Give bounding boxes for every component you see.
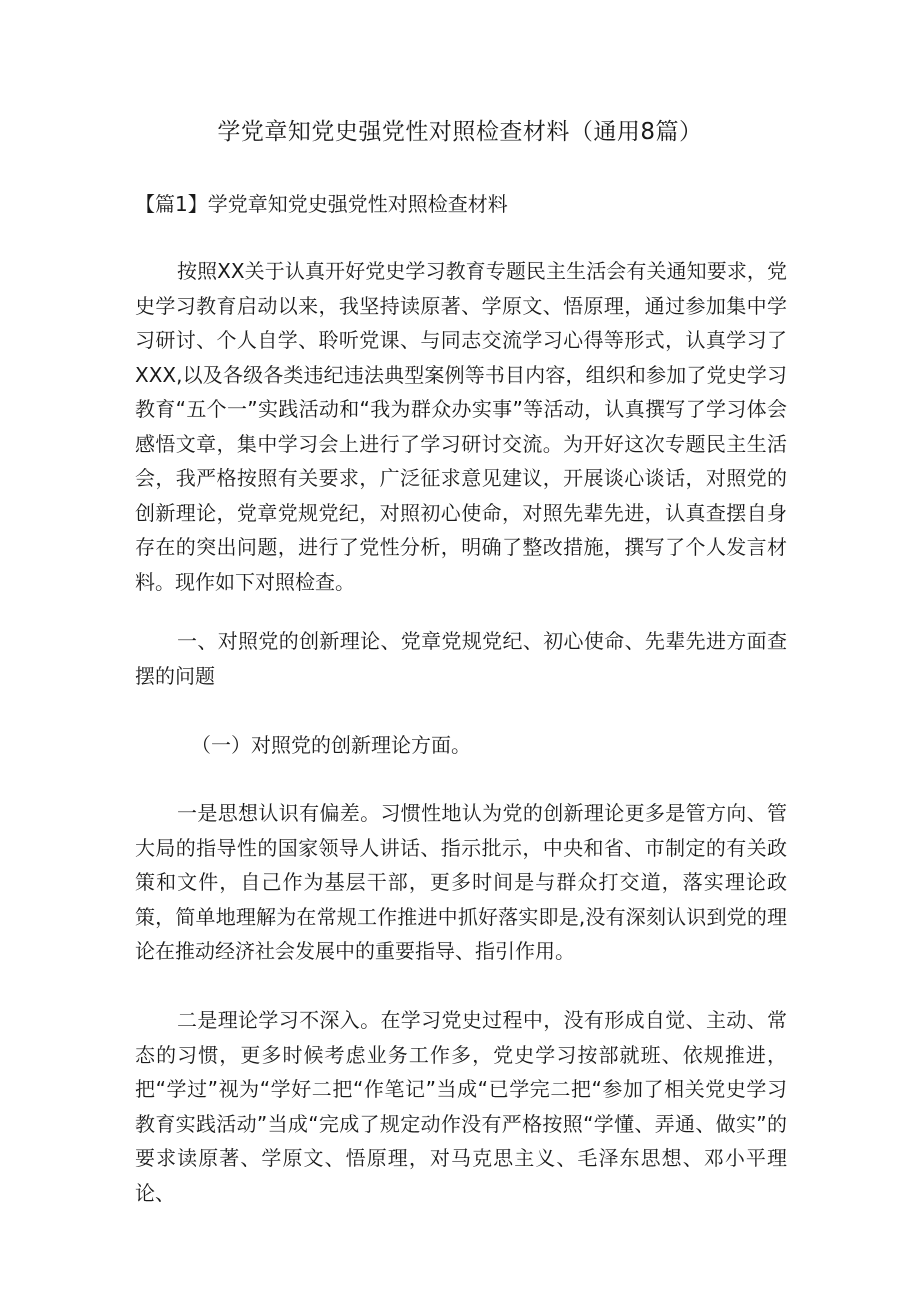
subheading-innovation-theory: （一）对照党的创新理论方面。: [191, 733, 471, 757]
heading-problems: 一、对照党的创新理论、党章党规党纪、初心使命、先辈先进方面查摆的问题: [135, 629, 787, 688]
paragraph-point-one: 一是思想认识有偏差。习惯性地认为党的创新理论更多是管方向、管大局的指导性的国家领导人讲话、指示批示，中央和省、市制定的有关政策和文件，自己作为基层干部，更多时间是与群众打交道，落实理论政策，简单地理解为在常规工作推进中抓好落实即是,没有深刻认识到党的理论在推动经济社会发展中的重要指导、指引作用。: [135, 801, 787, 963]
paragraph-intro: 按照XX关于认真开好党史学习教育专题民主生活会有关通知要求，党史学习教育启动以来，我坚持读原著、学原文、悟原理，通过参加集中学习研讨、个人自学、聆听党课、与同志交流学习心得等形式，认真学习了XXX,以及各级各类违纪违法典型案例等书目内容，组织和参加了党史学习教育“五个一”实践活动和“我为群众办实事”等活动，认真撰写了学习体会感悟文章，集中学习会上进行了学习研讨交流。为开好这次专题民主生活会，我严格按照有关要求，广泛征求意见建议，开展谈心谈话，对照党的创新理论，党章党规党纪，对照初心使命，对照先辈先进，认真查摆自身存在的突出问题，进行了党性分析，明确了整改措施，撰写了个人发言材料。现作如下对照检查。: [135, 259, 787, 594]
document-title: 学党章知党史强党性对照检查材料（通用8篇）: [217, 119, 703, 145]
section-heading: 【篇1】学党章知党史强党性对照检查材料: [135, 192, 508, 216]
paragraph-point-two: 二是理论学习不深入。在学习党史过程中，没有形成自觉、主动、常态的习惯，更多时候考虑业务工作多，党史学习按部就班、依规推进，把“学过”视为“学好二把“作笔记”当成“已学完二把“参加了相关党史学习教育实践活动”当成“完成了规定动作没有严格按照“学懂、弄通、做实”的要求读原著、学原文、悟原理，对马克思主义、毛泽东思想、邓小平理论、: [135, 1008, 787, 1205]
